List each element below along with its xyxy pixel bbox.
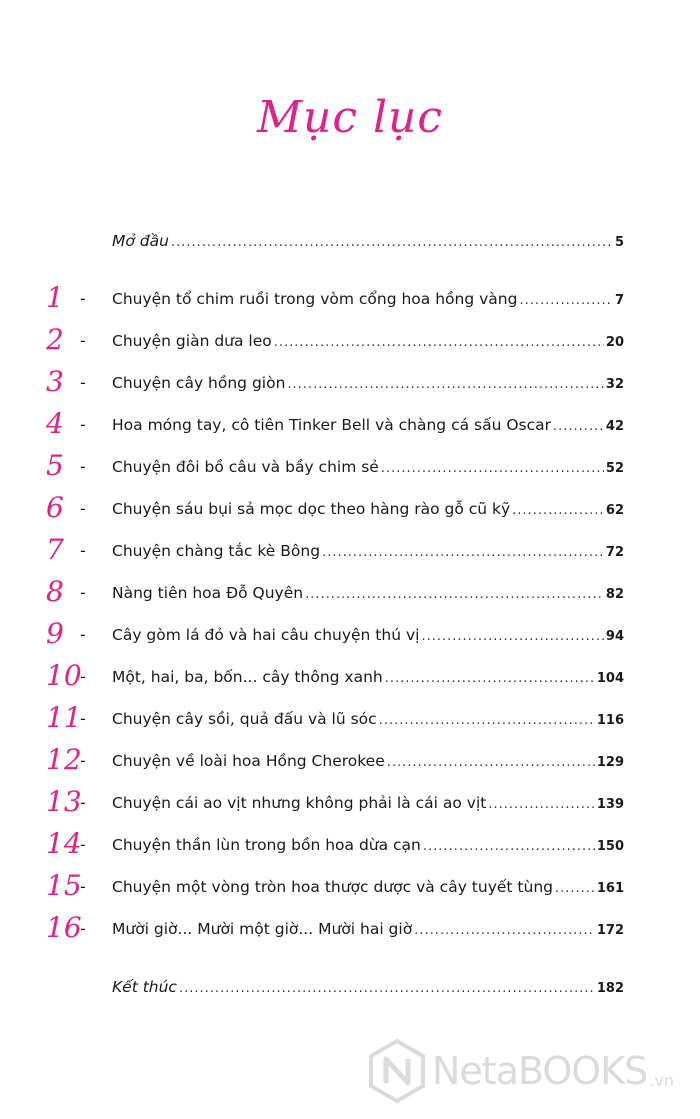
toc-entry-text: Nàng tiên hoa Đỗ Quyên — [112, 584, 304, 602]
dot-leader — [488, 793, 595, 817]
toc-page-number: 32 — [605, 377, 624, 392]
dot-leader — [322, 541, 604, 565]
toc-page-number: 116 — [596, 713, 624, 728]
toc-row-chapter-14 — [0, 827, 700, 863]
chapter-number: 2 — [46, 323, 64, 356]
toc-entry-text: Mười giờ... Mười một giờ... Mười hai giờ — [112, 920, 413, 938]
toc-entry — [112, 497, 624, 523]
chapter-number: 13 — [46, 785, 82, 818]
toc-entry — [112, 665, 624, 691]
toc-entry — [112, 371, 624, 397]
chapter-dash: - — [80, 415, 86, 434]
chapter-dash: - — [80, 331, 86, 350]
toc-entry — [112, 413, 624, 439]
toc-row-chapter-8 — [0, 575, 700, 611]
toc-entry-text: Chuyện chàng tắc kè Bông — [112, 542, 321, 560]
toc-row-chapter-5 — [0, 449, 700, 485]
toc-entry — [112, 791, 624, 817]
toc-page-number: 5 — [614, 235, 624, 250]
toc-row-chapter-6 — [0, 491, 700, 527]
chapter-dash: - — [80, 667, 86, 686]
chapter-dash: - — [80, 373, 86, 392]
dot-leader — [305, 583, 604, 607]
toc-row-chapter-9 — [0, 617, 700, 653]
dot-leader — [379, 709, 595, 733]
toc-row-chapter-11 — [0, 701, 700, 737]
toc-page-number: 62 — [605, 503, 624, 518]
dot-leader — [171, 231, 613, 255]
chapter-number: 6 — [46, 491, 64, 524]
toc-entry-text: Chuyện thần lùn trong bồn hoa dừa cạn — [112, 836, 421, 854]
chapter-number: 8 — [46, 575, 64, 608]
dot-leader — [553, 415, 604, 439]
chapter-dash: - — [80, 499, 86, 518]
chapter-number: 15 — [46, 869, 82, 902]
toc-entry-text: Một, hai, ba, bốn... cây thông xanh — [112, 668, 383, 686]
dot-leader — [387, 751, 595, 775]
toc-entry-text: Chuyện về loài hoa Hồng Cherokee — [112, 752, 385, 770]
toc-row-chapter-7 — [0, 533, 700, 569]
toc-page-number: 42 — [605, 419, 624, 434]
toc-entry-text: Chuyện cây hồng giòn — [112, 374, 286, 392]
toc-entry-intro — [112, 229, 624, 255]
chapter-number: 9 — [46, 617, 64, 650]
toc-entry-ending — [112, 975, 624, 1001]
toc-row-ending — [0, 975, 700, 1005]
chapter-dash: - — [80, 541, 86, 560]
toc-entry-text: Hoa móng tay, cô tiên Tinker Bell và chàng cá sấu Oscar — [112, 416, 552, 434]
dot-leader — [287, 373, 604, 397]
dot-leader — [519, 289, 613, 313]
chapter-dash: - — [80, 877, 86, 896]
toc-entry — [112, 833, 624, 859]
dot-leader — [512, 499, 604, 523]
dot-leader — [555, 877, 595, 901]
netabooks-watermark — [368, 1036, 698, 1106]
toc-row-chapter-12 — [0, 743, 700, 779]
chapter-dash: - — [80, 919, 86, 938]
toc-row-chapter-2 — [0, 323, 700, 359]
toc-page-number: 129 — [596, 755, 624, 770]
toc-row-chapter-10 — [0, 659, 700, 695]
toc-entry-text: Cây gòm lá đỏ và hai câu chuyện thú vị — [112, 626, 420, 644]
watermark-text: NetaBOOKS — [432, 1049, 648, 1093]
chapter-number: 7 — [46, 533, 64, 566]
toc-page-number: 82 — [605, 587, 624, 602]
toc-row-chapter-13 — [0, 785, 700, 821]
toc-page-number: 172 — [596, 923, 624, 938]
toc-page-number: 20 — [605, 335, 624, 350]
chapter-number: 1 — [46, 281, 64, 314]
toc-entry — [112, 917, 624, 943]
toc-entry — [112, 455, 624, 481]
page-title: Mục lục — [256, 92, 444, 143]
toc-entry-text: Chuyện một vòng tròn hoa thược dược và cây tuyết tùng — [112, 878, 553, 896]
chapter-number: 4 — [46, 407, 64, 440]
netabooks-logo-icon — [368, 1039, 426, 1103]
toc-entry — [112, 749, 624, 775]
toc-entry — [112, 581, 624, 607]
dot-leader — [385, 667, 595, 691]
toc-page-number: 52 — [605, 461, 624, 476]
chapter-number: 11 — [46, 701, 82, 734]
toc-entry-text: Chuyện tổ chim ruồi trong vòm cổng hoa hồng vàng — [112, 290, 518, 308]
toc-row-chapter-1 — [0, 281, 700, 317]
toc-entry-text: Chuyện cái ao vịt nhưng không phải là cái ao vịt — [112, 794, 487, 812]
chapter-dash: - — [80, 751, 86, 770]
dot-leader — [421, 625, 603, 649]
dot-leader — [414, 919, 595, 943]
chapter-dash: - — [80, 709, 86, 728]
chapter-dash: - — [80, 835, 86, 854]
toc-entry-text: Chuyện giàn dưa leo — [112, 332, 272, 350]
chapter-dash: - — [80, 457, 86, 476]
chapter-number: 16 — [46, 911, 82, 944]
toc-page-number: 161 — [596, 881, 624, 896]
chapter-dash: - — [80, 793, 86, 812]
toc-entry-text: Kết thúc — [112, 978, 177, 996]
dot-leader — [423, 835, 595, 859]
chapter-number: 3 — [46, 365, 64, 398]
toc-entry-text: Chuyện đôi bồ câu và bầy chim sẻ — [112, 458, 379, 476]
dot-leader — [381, 457, 604, 481]
toc-page-number: 150 — [596, 839, 624, 854]
chapter-number: 14 — [46, 827, 82, 860]
toc-entry-text: Chuyện cây sồi, quả đấu và lũ sóc — [112, 710, 377, 728]
toc-page-number: 94 — [605, 629, 624, 644]
chapter-number: 10 — [46, 659, 82, 692]
toc-page-number: 139 — [596, 797, 624, 812]
dot-leader — [179, 977, 595, 1001]
toc-entry-text: Mở đầu — [112, 232, 169, 250]
toc-page-number: 72 — [605, 545, 624, 560]
toc-row-chapter-4 — [0, 407, 700, 443]
toc-page-number: 182 — [596, 981, 624, 996]
toc-entry — [112, 707, 624, 733]
chapter-dash: - — [80, 289, 86, 308]
toc-entry — [112, 875, 624, 901]
chapter-dash: - — [80, 625, 86, 644]
chapter-number: 12 — [46, 743, 82, 776]
toc-row-chapter-3 — [0, 365, 700, 401]
toc-page-number: 104 — [596, 671, 624, 686]
toc-row-chapter-16 — [0, 911, 700, 947]
toc-entry-text: Chuyện sáu bụi sả mọc dọc theo hàng rào gỗ cũ kỹ — [112, 500, 511, 518]
toc-entry — [112, 329, 624, 355]
toc-row-intro — [0, 229, 700, 259]
watermark-suffix: .vn — [649, 1071, 674, 1090]
chapter-number: 5 — [46, 449, 64, 482]
toc-page-number: 7 — [614, 293, 624, 308]
toc-entry — [112, 623, 624, 649]
dot-leader — [274, 331, 604, 355]
chapter-dash: - — [80, 583, 86, 602]
toc-entry — [112, 287, 624, 313]
toc-row-chapter-15 — [0, 869, 700, 905]
toc-entry — [112, 539, 624, 565]
